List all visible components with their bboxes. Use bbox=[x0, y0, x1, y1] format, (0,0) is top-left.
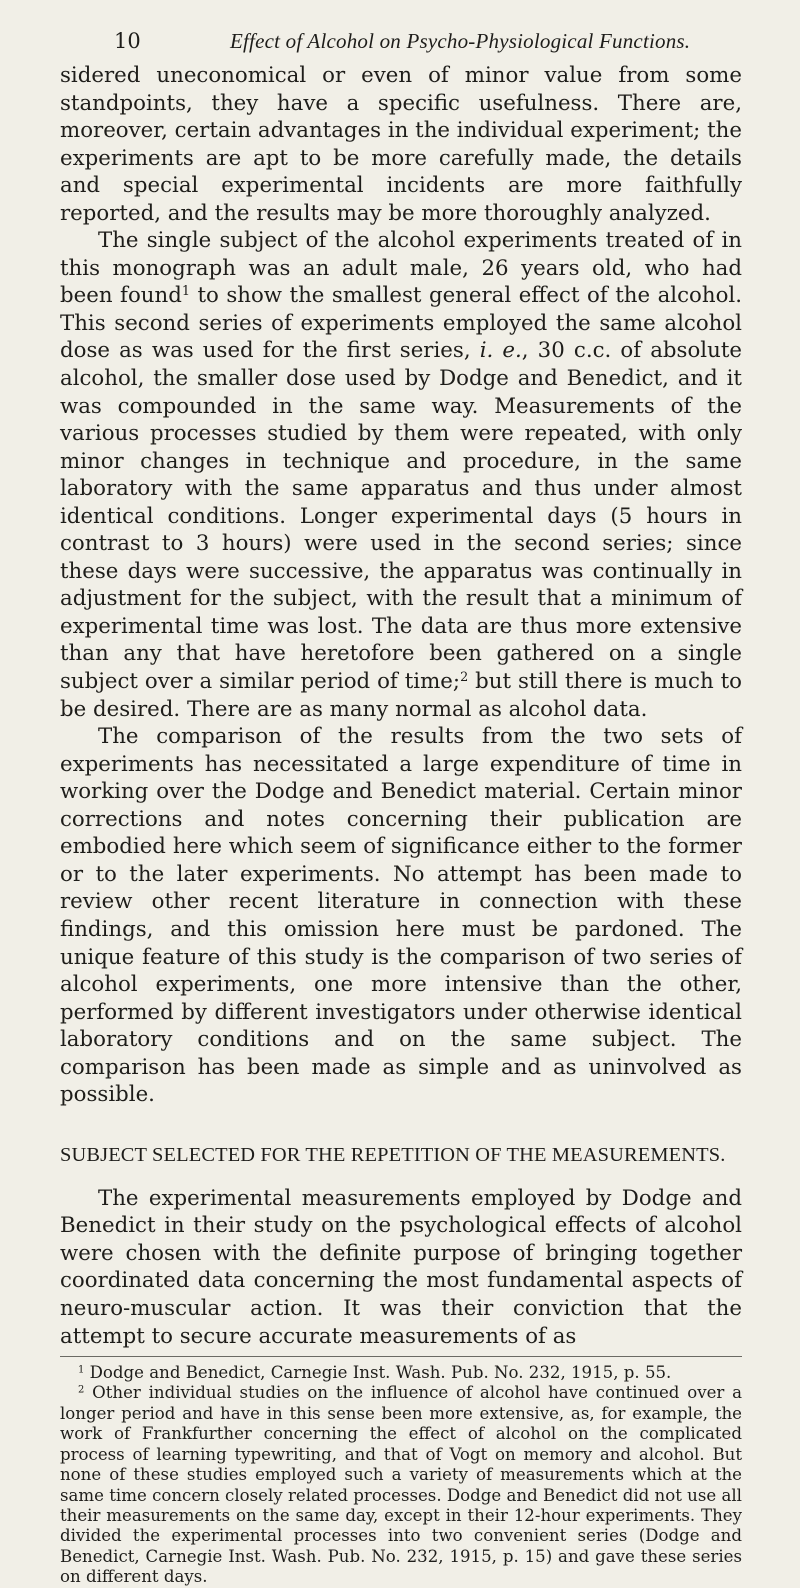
footnote-2-mark: 2 bbox=[78, 1385, 85, 1396]
footnote-divider bbox=[60, 1356, 742, 1357]
paragraph-2-part-b: to show the smallest general effect of the alcohol. This second series of experiments employed the same alcohol dose as was used for the first series, bbox=[60, 283, 742, 364]
footnote-1-text: Dodge and Benedict, Carnegie Inst. Wash. Pub. No. 232, 1915, p. 55. bbox=[84, 1363, 672, 1383]
paragraph-2-part-a: The single subject of the alcohol experiments treated of in this monograph was an adult male, 26 years old, who had been found bbox=[60, 228, 742, 309]
paragraph-2 bbox=[60, 227, 742, 723]
footnote-ref-2: 2 bbox=[460, 670, 469, 686]
footnote-2 bbox=[60, 1383, 742, 1587]
section-heading: SUBJECT SELECTED FOR THE REPETITION OF THE MEASUREMENTS. bbox=[60, 1143, 726, 1166]
footnote-1-mark: 1 bbox=[78, 1364, 85, 1376]
footnote-1 bbox=[60, 1363, 742, 1383]
paragraph-4: The experimental measurements employed by Dodge and Benedict in their study on the psychological effects of alcohol were chosen with the definite purpose of bringing together coordinated data concerning the most fundamental aspects of neuro-muscular action. It was their conviction that the attempt to secure accurate measurements of as bbox=[60, 1185, 742, 1349]
running-head bbox=[60, 22, 742, 62]
footnote-ref-1: 1 bbox=[181, 284, 190, 300]
footnote-2-text: Other individual studies on the influence of alcohol have continued over a longer period and have in this sense been more extensive, as, for example, the work of Frankfurther concerning the effect of alcohol on the complicated process of learning typewriting, and that of Vogt on memory and alcohol. But none of these studies employed such a variety of measurements which at the same time concern closely related processes. Dodge and Benedict did not use all their measurements on the same day, except in their 12-hour experiments. They divided the experimental processes into two convenient series (Dodge and Benedict, Carnegie Inst. Wash. Pub. No. 232, 1915, p. 15) and gave these series on different days. bbox=[60, 1383, 742, 1587]
page-number: 10 bbox=[114, 29, 141, 53]
paragraph-3: The comparison of the results from the two sets of experiments has necessitated a large expenditure of time in working over the Dodge and Benedict material. Certain minor corrections and notes concerning their publication are embodied here which seem of significance either to the former or to the later experiments. No attempt has been made to review other recent literature in connection with these findings, and this omission here must be pardoned. The unique feature of this study is the comparison of two series of alcohol experiments, one more intensive than the other, performed by different investigators under otherwise identical laboratory conditions and on the same subject. The comparison has been made as simple and as uninvolved as possible. bbox=[60, 724, 742, 1108]
running-title: Effect of Alcohol on Psycho-Physiological Functions. bbox=[230, 29, 691, 53]
paragraph-2-part-d: but still there is much to be desired. There are as many normal as alcohol data. bbox=[60, 669, 742, 722]
paragraph-2-part-c: , 30 c.c. of absolute alcohol, the smaller dose used by Dodge and Benedict, and it was compounded in the same way. Measurements of the various processes studied by them were repeated, with only minor changes in technique and procedure, in the same laboratory with the same apparatus and thus under almost identical conditions. Longer experimental days (5 hours in contrast to 3 hours) were used in the second series; since these days were successive, the apparatus was continually in adjustment for the subject, with the result that a minimum of experimental time was lost. The data are thus more extensive than any that have heretofore been gathered on a single subject over a similar period of time; bbox=[60, 338, 742, 695]
paragraph-1: sidered uneconomical or even of minor value from some standpoints, they have a specific usefulness. There are, moreover, certain advantages in the individual experiment; the experiments are apt to be more carefully made, the details and special experimental incidents are more faithfully reported, and the results may be more thoroughly analyzed. bbox=[60, 63, 742, 226]
id-est-abbreviation: i. e. bbox=[479, 338, 522, 364]
